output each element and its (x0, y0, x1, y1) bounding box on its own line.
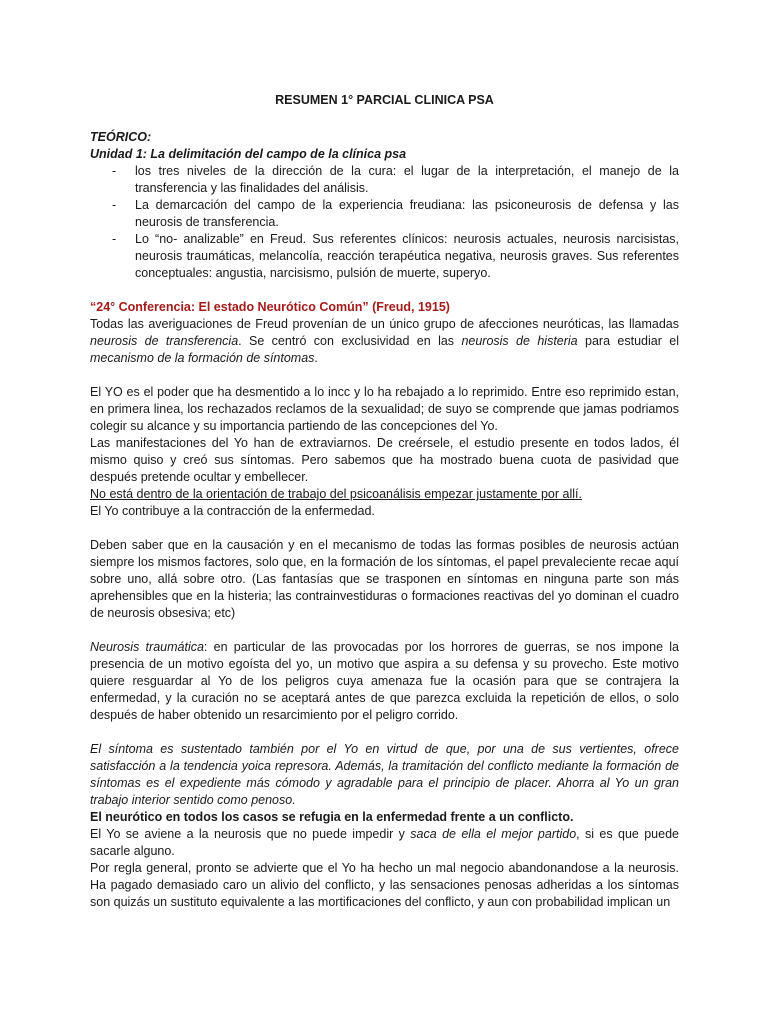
paragraph-bold-statement: El neurótico en todos los casos se refugia en la enfermedad frente a un conflicto. (90, 810, 574, 824)
paragraph-symptom: El síntoma es sustentado también por el Yo en virtud de que, por una de sus vertientes, ofrece satisfacción a la tendencia yoica represora. Además, la tramitación del conflicto mediante la formación de síntomas es el expediente más cómodo y agradable para el principio de placer. Ahorra al Yo un gran trabajo interior sentido como penoso. (90, 742, 679, 807)
list-item-text: Lo “no- analizable” en Freud. Sus referentes clínicos: neurosis actuales, neurosis narcisistas, neurosis traumáticas, melancolía, reacción terapéutica negativa, neurosis graves. Sus referentes conceptuales: angustia, narcisismo, pulsión de muerte, superyo. (135, 232, 679, 280)
list-dash: - (112, 164, 117, 178)
paragraph-bad-deal: Por regla general, pronto se advierte que el Yo ha hecho un mal negocio abandonandose a la neurosis. Ha pagado demasiado caro un alivio del conflicto, y las sensaciones penosas adheridas a los síntomas son quizás un sustituto equivalente a las mortificaciones del conflicto, y aun con probabilidad implican un (90, 861, 679, 909)
list-item-text: La demarcación del campo de la experiencia freudiana: las psiconeurosis de defensa y las neurosis de transferencia. (135, 198, 679, 229)
paragraph-underlined: No está dentro de la orientación de trabajo del psicoanálisis empezar justamente por allí. (90, 487, 582, 501)
paragraph-intro: Todas las averiguaciones de Freud provenían de un único grupo de afecciones neuróticas, las llamadas neurosis de transferencia. Se centró con exclusividad en las neurosis de histeria para estudiar el mecanismo de la formación de síntomas. (90, 317, 679, 365)
conference-heading: “24° Conferencia: El estado Neurótico Común” (Freud, 1915) (90, 300, 450, 314)
paragraph-yo-contributes: El Yo contribuye a la contracción de la enfermedad. (90, 504, 375, 518)
paragraph-yo-neurosis: El Yo se aviene a la neurosis que no puede impedir y saca de ella el mejor partido, si es que puede sacarle alguno. (90, 827, 679, 858)
section-label: TEÓRICO: (90, 130, 152, 144)
unit-topics-list (90, 163, 679, 282)
paragraph-yo-power: El YO es el poder que ha desmentido a lo incc y lo ha rebajado a lo reprimido. Entre eso reprimido estan, en primera linea, los rechazados reclamos de la sexualidad; de suyo se comprende que jamas podriamos colegir su alcance y su importancia partiendo de las concepciones del Yo. (90, 385, 679, 433)
document-title: RESUMEN 1° PARCIAL CLINICA PSA (275, 93, 494, 107)
list-item (90, 163, 679, 197)
paragraph-yo-manifestations: Las manifestaciones del Yo han de extraviarnos. De creérsele, el estudio presente en todos lados, él mismo quiso y creó sus síntomas. Pero sabemos que ha mostrado buena cuota de pasividad que después pretende ocultar y embellecer. (90, 436, 679, 484)
list-item-text: los tres niveles de la dirección de la cura: el lugar de la interpretación, el manejo de la transferencia y las finalidades del análisis. (135, 164, 679, 195)
unit-title: Unidad 1: La delimitación del campo de la clínica psa (90, 147, 407, 161)
paragraph-causation: Deben saber que en la causación y en el mecanismo de todas las formas posibles de neurosis actúan siempre los mismos factores, solo que, en la formación de los síntomas, el papel prevaleciente recae aquí sobre uno, allá sobre otro. (Las fantasías que se trasponen en síntomas en ninguna parte son más aprehensibles que en la histeria; las contrainvestiduras o formaciones reactivas del yo dominan el cuadro de neurosis obsesiva; etc) (90, 538, 679, 620)
paragraph-traumatic-neurosis: Neurosis traumática: en particular de las provocadas por los horrores de guerras, se nos impone la presencia de un motivo egoísta del yo, un motivo que aspira a su defensa y su provecho. Este motivo quiere resguardar al Yo de los peligros cuya amenaza fue la ocasión para que se contrajera la enfermedad, y la curación no se aceptará antes de que parezca excluida la repetición de ellos, o solo después de haber obtenido un resarcimiento por el peligro corrido. (90, 640, 679, 722)
list-dash: - (112, 232, 117, 246)
list-item (90, 197, 679, 231)
list-item (90, 231, 679, 282)
list-dash: - (112, 198, 117, 212)
